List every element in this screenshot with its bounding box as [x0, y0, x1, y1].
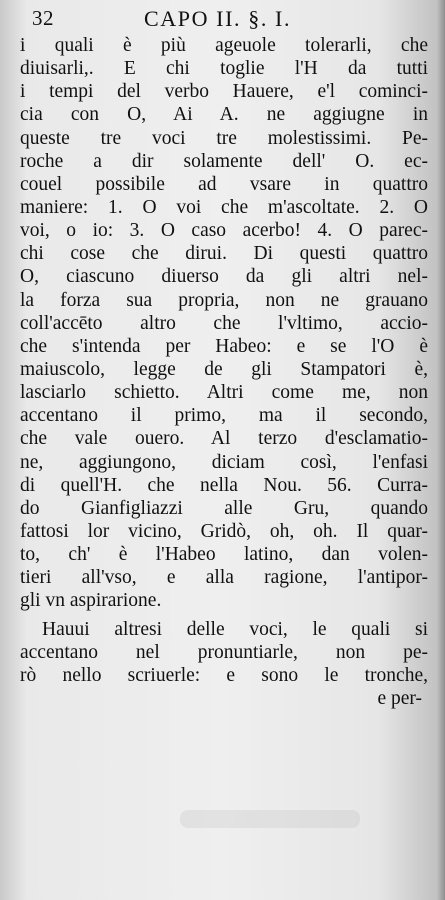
text-line: accentano il primo, ma il secondo,	[20, 405, 428, 427]
text-line: cia con O, Ai A. ne aggiugne in	[20, 104, 428, 126]
text-line: ne, aggiungono, diciam così, l'enfasi	[20, 451, 428, 473]
text-line: O, ciascuno diuerso da gli altri nel-	[20, 266, 428, 288]
page-number: 32	[32, 6, 54, 30]
text-line: chi cose che dirui. Di questi quattro	[20, 243, 428, 265]
text-line: lasciarlo schietto. Altri come me, non	[20, 382, 428, 404]
text-line: accentano nel pronuntiarle, non pe-	[20, 641, 428, 663]
text-line: fattosi lor vicino, Gridò, oh, oh. Il quar-	[20, 520, 428, 542]
body-text	[20, 34, 428, 710]
text-line: roche a dir solamente dell' O. ec-	[20, 150, 428, 172]
bleed-through-mark	[180, 810, 360, 828]
text-line: che s'intenda per Habeo: e se l'O è	[20, 335, 428, 357]
page-header	[32, 4, 427, 34]
text-line: i tempi del verbo Hauere, e'l cominci-	[20, 81, 428, 103]
text-line: voi, o io: 3. O caso acerbo! 4. O parec-	[20, 220, 428, 242]
text-line: queste tre voci tre molestissimi. Pe-	[20, 127, 428, 149]
text-line: do Gianfigliazzi alle Gru, quando	[20, 497, 428, 519]
text-line: tieri all'vso, e alla ragione, l'antipor-	[20, 567, 428, 589]
text-line: che vale ouero. Al terzo d'esclamatio-	[20, 428, 428, 450]
text-line: couel possibile ad vsare in quattro	[20, 173, 428, 195]
text-line: di quell'H. che nella Nou. 56. Curra-	[20, 474, 428, 496]
text-line: to, ch' è l'Habeo latino, dan volen-	[20, 544, 428, 566]
running-head: CAPO II. §. I.	[144, 6, 292, 31]
text-line: coll'accēto altro che l'vltimo, accio-	[20, 312, 428, 334]
text-line: rò nello scriuerle: e sono le tronche,	[20, 664, 428, 686]
text-line: maniere: 1. O voi che m'ascoltate. 2. O	[20, 196, 428, 218]
catchword: e per-	[377, 687, 422, 709]
text-line: maiuscolo, legge de gli Stampatori è,	[20, 358, 428, 380]
page-edge-shadow	[437, 0, 445, 900]
text-line: la forza sua propria, non ne grauano	[20, 289, 428, 311]
text-line: i quali è più ageuole tolerarli, che	[20, 35, 428, 56]
text-line: diuisarli,. E chi toglie l'H da tutti	[20, 58, 428, 80]
text-line: Hauui altresi delle voci, le quali si	[42, 618, 428, 640]
text-line: gli vn aspirarione.	[20, 590, 162, 612]
